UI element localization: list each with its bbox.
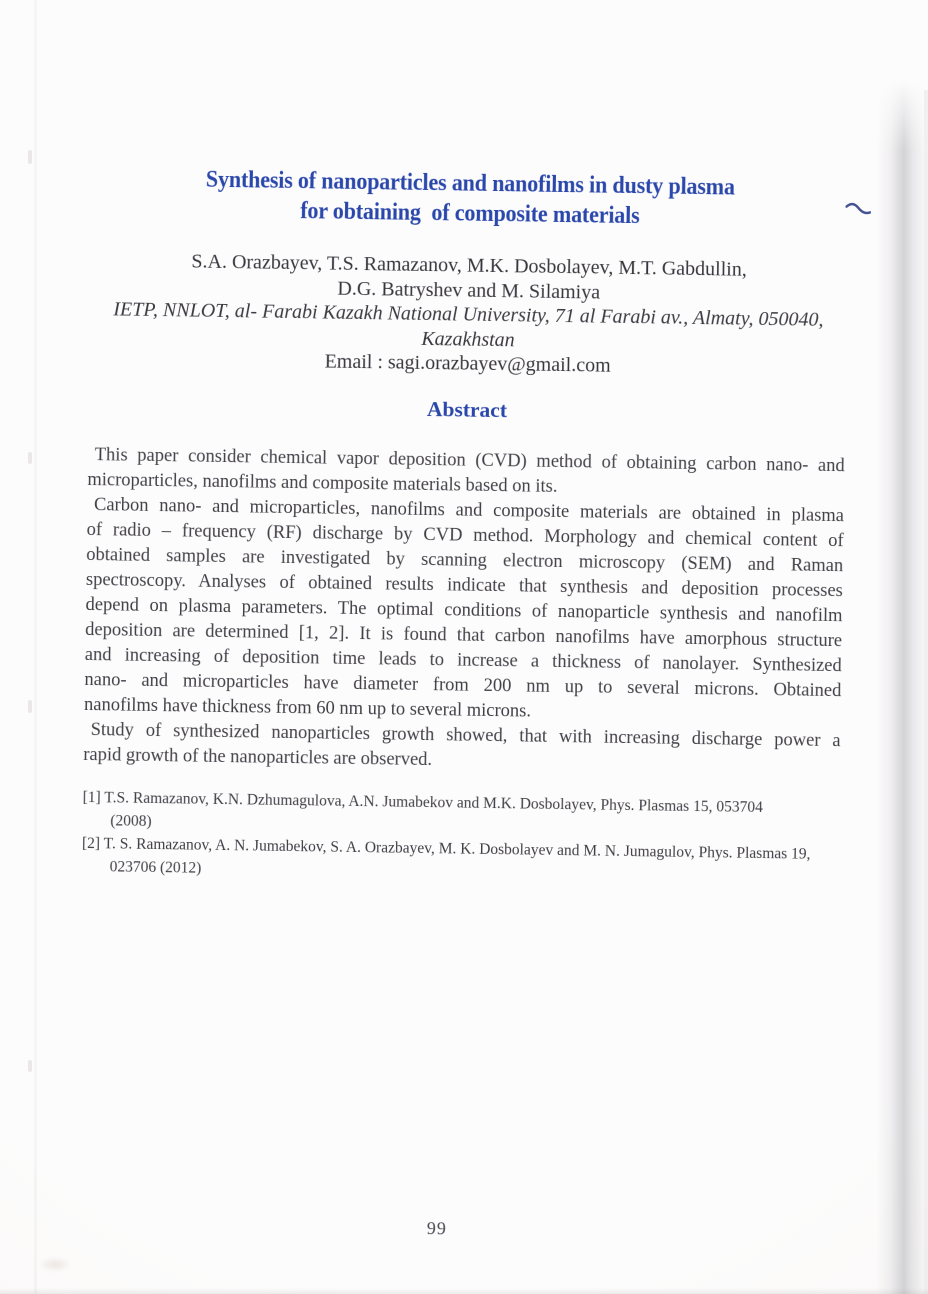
abstract-body	[83, 443, 845, 779]
abstract-heading: Abstract	[426, 396, 508, 423]
reference-line: [1] T.S. Ramazanov, K.N. Dzhumagulova, A.N. Jumabekov and M.K. Dosbolayev, Phys. Plasmas 15, 053704	[82, 788, 763, 817]
abstract-text-line: obtained samples are investigated by scanning electron microscopy (SEM) and Raman	[86, 544, 844, 577]
abstract-text-line: Carbon nano- and microparticles, nanofilms and composite materials are obtained in plasma	[93, 495, 845, 527]
paper-title-line2: for obtaining of composite materials	[300, 198, 640, 230]
abstract-text-line: nanofilms have thickness from 60 nm up to several microns.	[83, 694, 532, 722]
affiliation-line2: Kazakhstan	[421, 327, 515, 352]
abstract-text-line: deposition are determined [1, 2]. It is found that carbon nanofilms have amorphous structure	[85, 619, 843, 652]
reference-line: 023706 (2012)	[109, 858, 202, 877]
email-line: Email : sagi.orazbayev@gmail.com	[324, 350, 611, 377]
paper-title-line1: Synthesis of nanoparticles and nanofilms in dusty plasma	[205, 166, 735, 201]
affiliation-line1: IETP, NNLOT, al- Farabi Kazakh National University, 71 al Farabi av., Almaty, 050040,	[113, 298, 824, 331]
reference-line: [2] T. S. Ramazanov, A. N. Jumabekov, S. A. Orazbayev, M. K. Dosbolayev and M. N. Jumagulov, Phys. Plasmas 19,	[81, 834, 811, 863]
abstract-text-line: depend on plasma parameters. The optimal conditions of nanoparticle synthesis and nanofilm	[85, 594, 843, 627]
page-number: 99	[426, 1218, 447, 1239]
reference-line: (2008)	[110, 812, 152, 830]
abstract-text-line: nano- and microparticles have diameter from 200 nm up to several microns. Obtained	[84, 669, 842, 702]
abstract-text-line: rapid growth of the nanoparticles are observed.	[83, 744, 433, 771]
abstract-text-line: microparticles, nanofilms and composite materials based on its.	[87, 469, 558, 497]
abstract-text-line: and increasing of deposition time leads to increase a thickness of nanolayer. Synthesized	[84, 644, 842, 677]
references	[81, 786, 862, 890]
abstract-text-line: Study of synthesized nanoparticles growth showed, that with increasing discharge power a	[90, 720, 841, 752]
authors-line2: D.G. Batryshev and M. Silamiya	[337, 277, 601, 304]
abstract-text-line: spectroscopy. Analyses of obtained results indicate that synthesis and deposition processes	[85, 569, 843, 602]
abstract-text-line: This paper consider chemical vapor deposition (CVD) method of obtaining carbon nano- and	[94, 445, 845, 477]
abstract-text-line: of radio – frequency (RF) discharge by CVD method. Morphology and chemical content of	[86, 519, 844, 552]
authors-line1: S.A. Orazbayev, T.S. Ramazanov, M.K. Dosbolayev, M.T. Gabdullin,	[191, 250, 747, 281]
